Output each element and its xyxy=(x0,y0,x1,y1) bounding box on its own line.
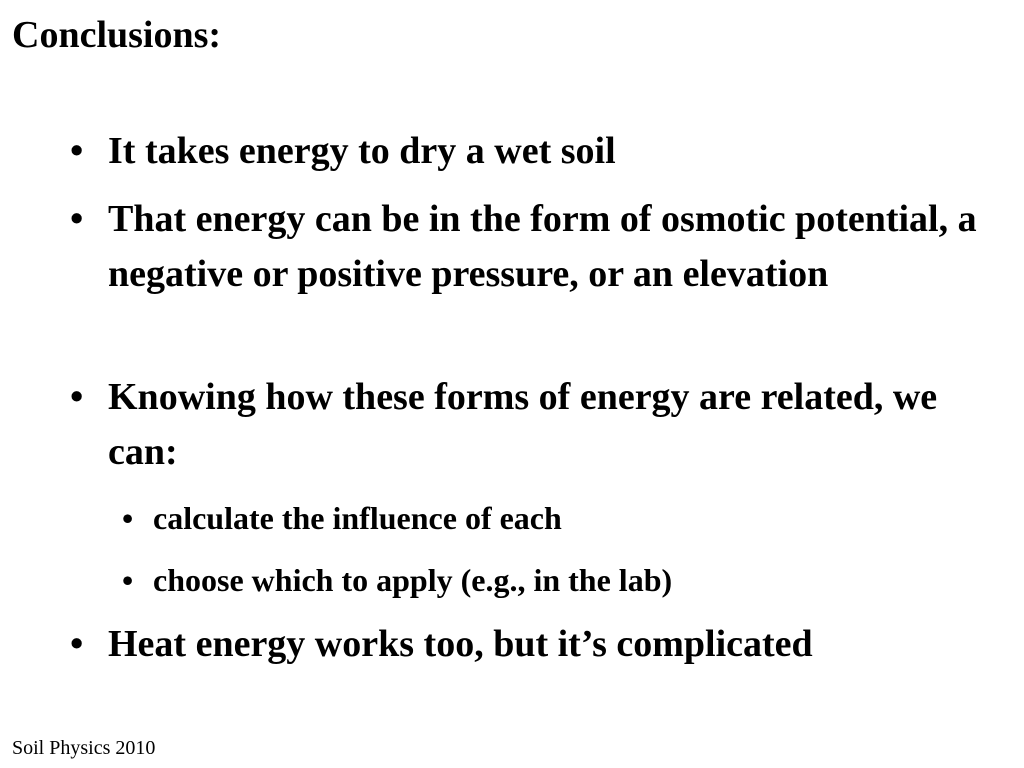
bullet-text: That energy can be in the form of osmotic potential, a negative or positive pressure, or an elevation xyxy=(108,198,977,295)
bullet-icon: • xyxy=(70,376,84,418)
slide-footer: Soil Physics 2010 xyxy=(12,737,156,759)
bullet-icon: • xyxy=(122,562,134,598)
bullet-icon: • xyxy=(70,198,84,240)
bullet-text: Heat energy works too, but it’s complicated xyxy=(108,623,813,665)
bullet-icon: • xyxy=(70,130,84,172)
sub-bullet-text: choose which to apply (e.g., in the lab) xyxy=(153,562,673,598)
bullet-icon: • xyxy=(70,623,84,665)
bullet-icon: • xyxy=(122,500,134,536)
bullet-text: Knowing how these forms of energy are related, we can: xyxy=(108,376,938,473)
slide-title: Conclusions: xyxy=(12,14,222,56)
bullet-text: It takes energy to dry a wet soil xyxy=(108,130,616,172)
sub-bullet-text: calculate the influence of each xyxy=(153,500,562,536)
